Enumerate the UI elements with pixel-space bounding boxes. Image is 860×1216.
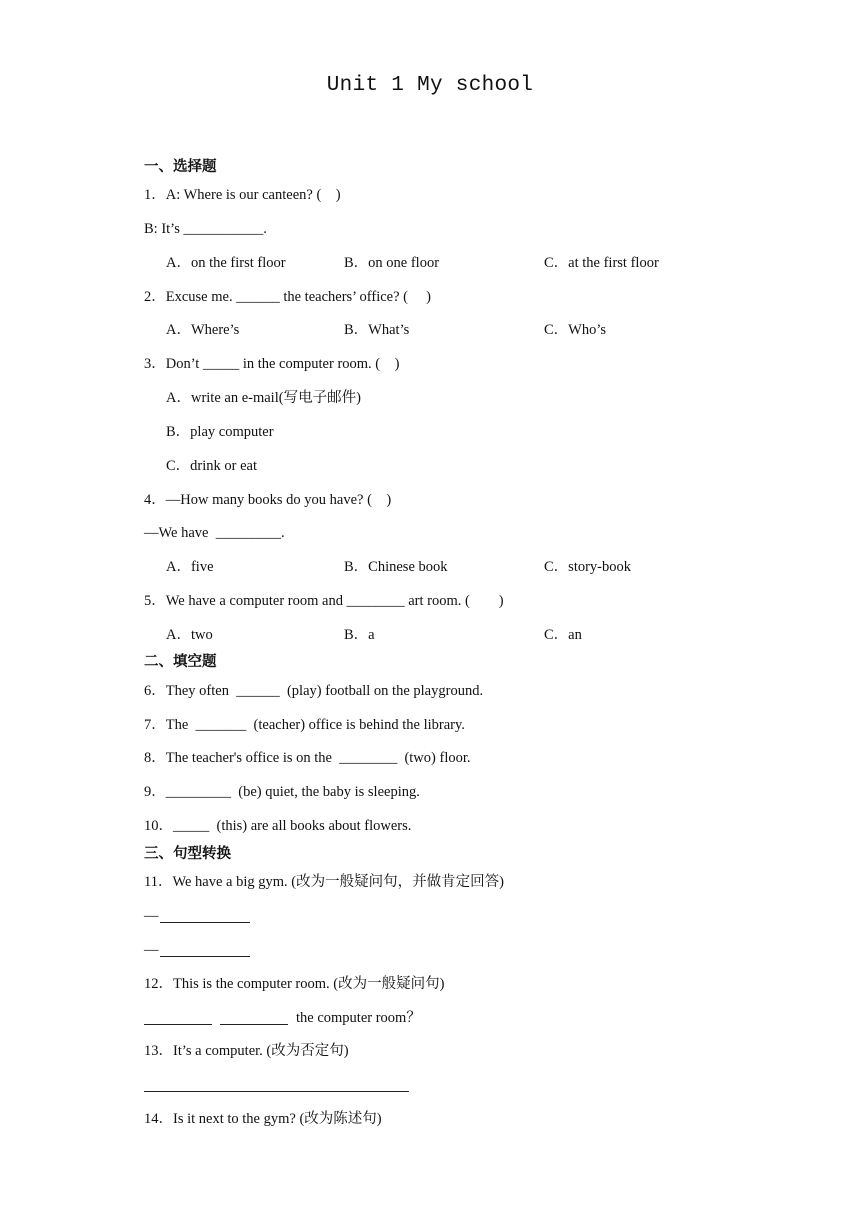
question-11-answer-2: — [144,942,159,958]
question-5-option-c: C．an [544,627,582,643]
question-12-blank-1 [144,1024,212,1025]
question-9: 9．_________ (be) quiet, the baby is sleeping. [144,784,420,800]
question-1-stem: 1．A: Where is our canteen? ( ) [144,187,341,203]
question-4-option-a: A．five [166,559,214,575]
question-13-answer-blank [144,1091,409,1092]
question-1-answer-line: B: It’s ___________. [144,221,267,237]
question-11-stem: 11．We have a big gym. (改为一般疑问句，并做肯定回答) [144,874,504,890]
question-2-stem: 2．Excuse me. ______ the teachers’ office? ( ) [144,289,431,305]
question-13-stem: 13．It’s a computer. (改为否定句) [144,1043,349,1059]
question-5-stem: 5．We have a computer room and ________ art room. ( ) [144,593,504,609]
question-3-option-b: B．play computer [166,424,274,440]
question-3-option-a: A．write an e-mail(写电子邮件) [166,390,361,406]
question-11-answer-1: — [144,908,159,924]
section-heading-choice: 一、选择题 [144,159,217,175]
question-12-blank-2 [220,1024,288,1025]
question-1-option-b: B．on one floor [344,255,440,271]
question-2-option-a: A．Where’s [166,322,240,338]
question-1-option-c: C．at the first floor [544,255,659,271]
question-12-stem: 12．This is the computer room. (改为一般疑问句) [144,976,445,992]
question-11-answer-1-blank [160,922,250,923]
section-heading-transform: 三、句型转换 [144,846,231,862]
question-3-stem: 3．Don’t _____ in the computer room. ( ) [144,356,400,372]
question-14-stem: 14．Is it next to the gym? (改为陈述句) [144,1111,382,1127]
section-heading-fill-blank: 二、填空题 [144,654,217,670]
question-3-option-c: C．drink or eat [166,458,258,474]
question-5-option-a: A．two [166,627,213,643]
question-10: 10．_____ (this) are all books about flowers. [144,818,412,834]
question-2-option-c: C．Who’s [544,322,607,338]
question-4-option-b: B．Chinese book [344,559,448,575]
question-7: 7．The _______ (teacher) office is behind the library. [144,717,465,733]
question-5-option-b: B．a [344,627,375,643]
question-12-tail: the computer room？ [296,1010,421,1026]
question-4-option-c: C．story-book [544,559,631,575]
question-6: 6．They often ______ (play) football on the playground. [144,683,484,699]
question-4-stem: 4．—How many books do you have? ( ) [144,492,392,508]
question-2-option-b: B．What’s [344,322,410,338]
question-11-answer-2-blank [160,956,250,957]
question-4-answer-line: —We have _________. [144,525,285,541]
page-title: Unit 1 My school [326,74,534,97]
question-1-option-a: A．on the first floor [166,255,286,271]
question-8: 8．The teacher's office is on the ________ (two) floor. [144,750,471,766]
